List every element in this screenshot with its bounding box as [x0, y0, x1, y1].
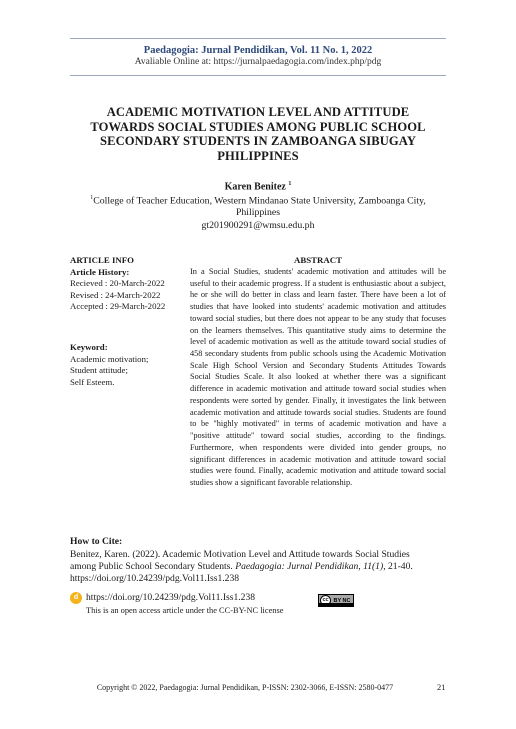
citation-text: Benitez, Karen. (2022). Academic Motivation Level and Attitude towards Social Studies among Public School Secondary Students. Paedagogia: Jurnal Pendidikan, 11(1), 21-40. https://doi.org/10.24239/pdg.Vol11.Iss1.238: [70, 549, 446, 586]
abstract-line: attitude toward social studies when respondents were sorted: [190, 384, 446, 405]
abstract-line: enthusiastic about a subject, he or she will do better in class: [190, 278, 446, 300]
how-to-cite-heading: How to Cite:: [70, 536, 123, 547]
article-title: [60, 105, 456, 163]
keyword: Self Esteem.: [70, 376, 115, 387]
author-affiliation: $^1$College of Teacher Education, Western Mindanao State University, Zamboanga City, Philippines: [90, 195, 426, 218]
citation-journal: Paedagogia: Jurnal Pendidikan, 11(1): [235, 561, 384, 573]
author-email: gt201900291@wmsu.edu.ph: [201, 220, 315, 231]
received-date: Recieved : 20-March-2022: [70, 278, 165, 289]
abstract-line: students from public schools using the Academic Motivation: [241, 349, 447, 359]
abstract-heading: ABSTRACT: [294, 255, 342, 265]
citation-doi[interactable]: https://doi.org/10.24239/pdg.Vol11.Iss1.238: [70, 573, 240, 585]
abstract-line: found to be "highly motivated" in terms of academic: [190, 407, 446, 429]
abstract-line: study aims to determine the level of academic motivation as: [190, 325, 446, 347]
abstract-line: Towards Social Studies Scale. It also looked at whether there: [190, 360, 446, 382]
doi-link[interactable]: https://doi.org/10.24239/pdg.Vol11.Iss1.238: [86, 592, 256, 603]
abstract-line: toward social studies, but there does not appear to be any: [190, 313, 384, 323]
revised-date: Revised : 24-March-2022: [70, 289, 161, 300]
cc-circle-icon: cc: [320, 595, 331, 606]
author-name: Karen Benitez $^1$: [224, 181, 292, 193]
abstract-line: study that focuses on the learners themselves. This quantitative: [190, 313, 447, 335]
accepted-date: Accepted : 29-March-2022: [70, 301, 166, 312]
abstract-line: academic motivation and attitude toward social studies were: [190, 454, 446, 476]
abstract-line: studies show a significant favorable relationship.: [190, 477, 353, 487]
keywords-label: Keyword:: [70, 341, 108, 352]
doi-icon: d: [70, 592, 82, 604]
keywords-block: [70, 342, 185, 388]
title-line: ACADEMIC MOTIVATION LEVEL AND ATTITUDE: [106, 105, 410, 119]
abstract-line: well as the attitude toward social studies of 458 secondary: [190, 337, 447, 359]
abstract-line: will be useful to their academic progress. If a student is: [190, 267, 446, 288]
abstract-line: found. Finally, academic motivation and attitude toward social: [234, 466, 447, 476]
article-history-label: Article History:: [70, 266, 130, 277]
abstract-body: [190, 266, 446, 489]
abstract-line: Scale High School Version and Secondary Students Attitudes: [190, 360, 413, 370]
affil-sup: 1: [90, 195, 94, 201]
abstract-line: was a significant difference in academic motivation and: [190, 372, 446, 394]
footer-copyright: Copyright © 2022, Paedagogia: Jurnal Pendidikan, P-ISSN: 2302-3066, E-ISSN: 2580-0477: [96, 683, 394, 692]
title-line: PHILIPPINES: [217, 148, 299, 163]
cc-badge-text: BY NC: [333, 597, 351, 604]
cc-badge-bar: [319, 603, 353, 606]
keyword: Student attitude;: [70, 365, 128, 376]
abstract-line: by gender. Finally, it investigates the link between academic: [190, 395, 446, 417]
abstract-line: according to the findings. Furthermore, when respondents: [190, 431, 446, 452]
abstract-line: and learn faster. There have been a lot of studies that have: [190, 290, 447, 312]
cc-by-nc-badge-icon[interactable]: [318, 594, 354, 607]
article-info-panel: [70, 255, 185, 388]
abstract-line: motivation and attitude towards social studies. Students are: [223, 407, 425, 417]
journal-header: [70, 38, 446, 76]
abstract-line: looked into students' academic motivation and attitudes: [252, 302, 446, 312]
article-info-heading: ARTICLE INFO: [70, 255, 134, 265]
abstract-line: motivation and have a "positive attitude" toward social studies,: [190, 419, 446, 441]
title-line: SECONDARY STUDENTS IN ZAMBOANGA SIBUGAY: [99, 134, 417, 149]
keyword: Academic motivation;: [70, 353, 149, 364]
journal-online-url: Avaliable Online at: https://jurnalpaedagogia.com/index.php/pdg: [134, 57, 382, 67]
title-line: TOWARDS SOCIAL STUDIES AMONG PUBLIC SCHOOL: [90, 119, 426, 134]
abstract-line: In a Social Studies, students' academic motivation and attitudes: [190, 267, 417, 276]
journal-title: Paedagogia: Jurnal Pendidikan, Vol. 11 No. 1, 2022: [143, 45, 373, 56]
license-text: This is an open access article under the CC-BY-NC license: [86, 606, 284, 615]
abstract-line: were divided into gender groups, no significant differences in: [190, 442, 446, 464]
page-number: 21: [437, 683, 446, 692]
author-sup: 1: [288, 181, 292, 187]
